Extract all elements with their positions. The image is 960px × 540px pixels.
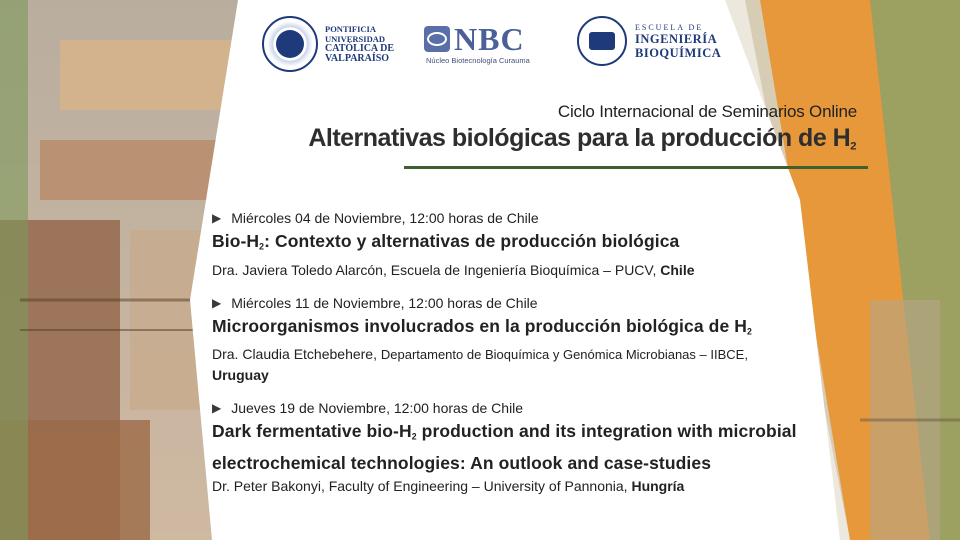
- talk-title: [212, 228, 802, 260]
- ingenieria-bioquimica-logo: [577, 16, 721, 66]
- play-arrow-icon: ▶: [212, 211, 222, 225]
- talk-item: [212, 398, 802, 497]
- speaker-country: Hungría: [631, 477, 685, 494]
- talk-date: Miércoles 11 de Noviembre, 12:00 horas de Chile: [231, 294, 538, 311]
- nbc-emblem-icon: [424, 26, 450, 52]
- talk-title-subscript: 2: [411, 431, 417, 442]
- speaker-affiliation: Departamento de Bioquímica y Genómica Microbianas – IIBCE,: [380, 347, 748, 363]
- pucv-logo: [262, 16, 394, 72]
- talk-speaker: [212, 260, 802, 281]
- speaker-text: Dr. Peter Bakonyi, Faculty of Engineering – University of Pannonia,: [212, 477, 632, 494]
- talk-item: [212, 208, 802, 281]
- pucv-line: UNIVERSIDAD: [325, 34, 385, 44]
- talk-speaker: [212, 344, 802, 386]
- speaker-country: Uruguay: [212, 367, 269, 384]
- talk-title: [212, 418, 802, 476]
- pucv-line: PONTIFICIA: [325, 24, 377, 34]
- play-arrow-icon: ▶: [212, 401, 222, 416]
- talk-speaker: [212, 476, 802, 497]
- talk-title-part: Microorganismos involucrados en la producción biológica de H: [212, 315, 747, 336]
- series-title: Ciclo Internacional de Seminarios Online: [557, 102, 857, 121]
- talk-date: Jueves 19 de Noviembre, 12:00 horas de Chile: [231, 400, 524, 417]
- talk-item: [212, 293, 802, 387]
- ib-line1: INGENIERÍA: [635, 31, 718, 46]
- main-title-subscript: 2: [850, 140, 856, 153]
- nbc-logo: [424, 21, 530, 65]
- nbc-subtitle: Núcleo Biotecnología Curauma: [426, 56, 530, 65]
- pucv-line: CATÓLICA: [325, 43, 378, 54]
- speaker-name: Dra. Claudia Etchebehere,: [212, 346, 381, 363]
- pucv-seal-icon: [262, 16, 318, 72]
- pucv-line: VALPARAÍSO: [325, 53, 390, 64]
- talk-title-part: Bio-H: [212, 231, 260, 251]
- ib-line2: BIOQUÍMICA: [635, 45, 722, 60]
- main-title: [308, 124, 856, 153]
- talk-title-part: production and its integration with microbial electrochemical technologies: An outlook and case-studies: [212, 421, 797, 473]
- nbc-wordmark: NBC: [454, 21, 525, 57]
- talk-title: [212, 313, 802, 345]
- ib-small-text: ESCUELA DE: [635, 22, 704, 32]
- talk-title-part: Dark fermentative bio-H: [212, 421, 412, 442]
- pucv-line: DE: [380, 43, 395, 54]
- title-underline: [404, 166, 868, 169]
- talk-title-part: : Contexto y alternativas de producción biológica: [264, 231, 680, 251]
- talk-title-subscript: 2: [259, 241, 265, 252]
- logo-bar: [262, 16, 732, 78]
- talk-list: [212, 208, 802, 509]
- play-arrow-icon: ▶: [212, 295, 222, 310]
- speaker-text: Dra. Javiera Toledo Alarcón, Escuela de Ingeniería Bioquímica – PUCV,: [212, 261, 661, 278]
- main-title-text: Alternativas biológicas para la producción de H: [308, 124, 851, 152]
- talk-date: Miércoles 04 de Noviembre, 12:00 horas de Chile: [231, 210, 539, 226]
- talk-title-subscript: 2: [746, 326, 752, 337]
- speaker-country: Chile: [660, 261, 695, 278]
- ib-seal-icon: [577, 16, 627, 66]
